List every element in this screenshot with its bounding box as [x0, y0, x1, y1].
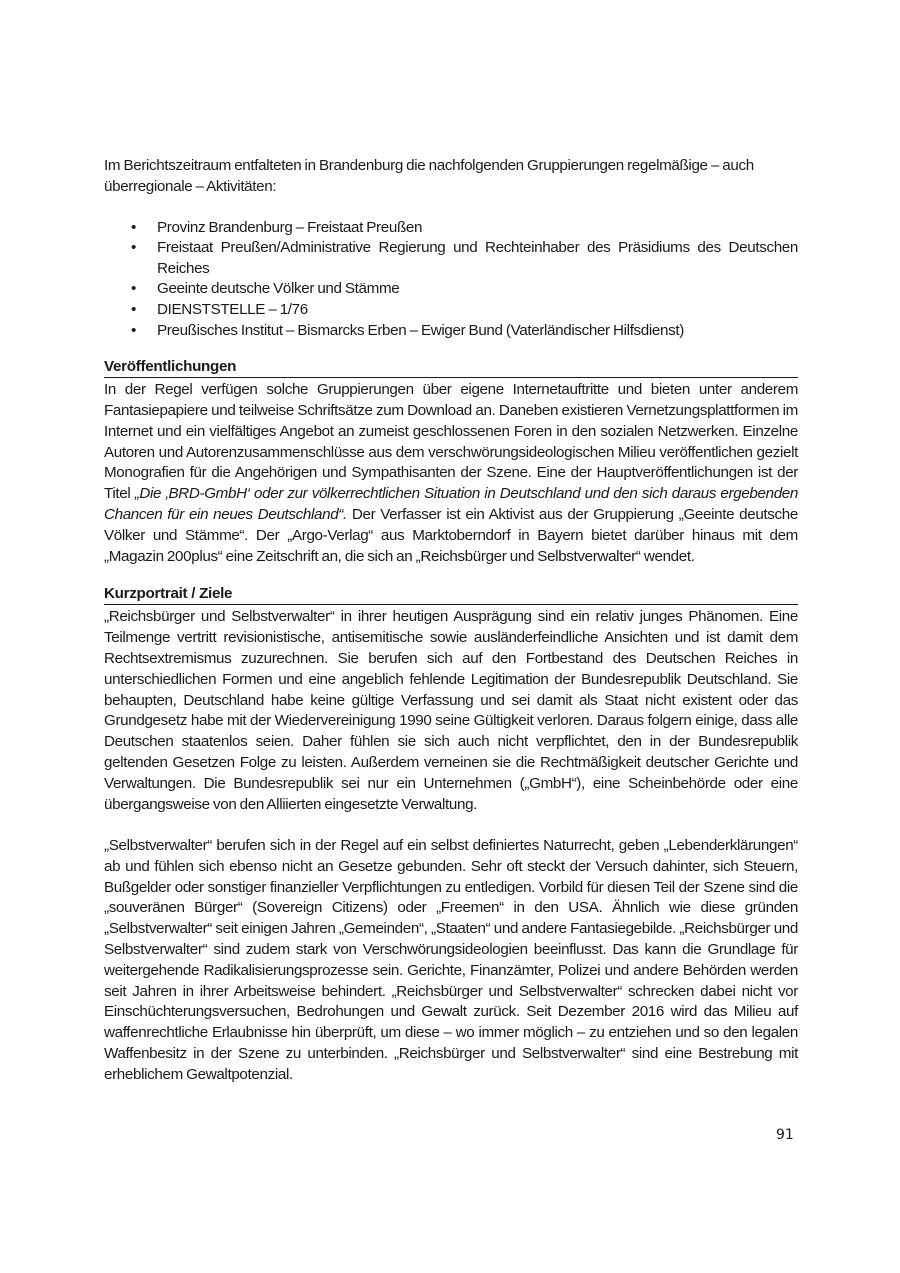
list-item: [104, 279, 798, 300]
list-item-text: DIENSTSTELLE – 1/76: [157, 300, 308, 318]
publications-text-after: Der Verfasser ist ein Aktivist aus der Gruppierung „Geeinte deutsche Völker und Stämme“. Der „Argo-Verlag“ aus Marktoberndorf in Bayern bietet darüber hinaus mit dem „Magazin 200plus“ eine Zeitschrift an, die sich an „Reichsbürger und Selbstverwalter“ wendet.: [104, 505, 798, 565]
list-item: [104, 218, 798, 239]
list-item-text: Provinz Brandenburg – Freistaat Preußen: [157, 218, 423, 236]
section-heading-publications: Veröffentlichungen: [104, 357, 798, 378]
bullet-icon: •: [131, 218, 136, 236]
bullet-icon: •: [131, 300, 136, 318]
section-heading-profile: Kurzportrait / Ziele: [104, 584, 798, 605]
list-item: [104, 238, 798, 279]
bullet-icon: •: [131, 239, 136, 257]
publications-paragraph: [104, 380, 798, 567]
list-item: [104, 300, 798, 321]
group-list: [104, 218, 798, 342]
bullet-icon: •: [131, 321, 136, 339]
intro-paragraph: Im Berichtszeitraum entfalteten in Brandenburg die nachfolgenden Gruppierungen regelmäßige – auch überregionale – Aktivitäten:: [104, 157, 754, 195]
profile-paragraph-1: „Reichsbürger und Selbstverwalter“ in ihrer heutigen Ausprägung sind ein relativ junges Phänomen. Eine Teilmenge vertritt revisionistische, antisemitische sowie ausländerfeindliche Ansichten und ist damit dem Rechtsextremismus zuzurechnen. Sie berufen sich auf den Fortbestand des Deutschen Reiches in unterschiedlichen Formen und eine angeblich fehlende Legitimation der Bundesrepublik Deutschland. Sie behaupten, Deutschland habe keine gültige Verfassung und sei damit als Staat nicht existent oder das Grundgesetz habe mit der Wiedervereinigung 1990 seine Gültigkeit verloren. Daraus folgern einige, dass alle Deutschen staatenlos seien. Daher fühlen sie sich auch nicht verpflichtet, den in der Bundesrepublik geltenden Gesetzen Folge zu leisten. Außerdem verneinen sie die Rechtmäßigkeit deutscher Gerichte und Verwaltungen. Die Bundesrepublik sei nur ein Unternehmen („GmbH“), eine Scheinbehörde oder eine übergangsweise von den Alliierten eingesetzte Verwaltung.: [104, 608, 798, 813]
profile-paragraph-2: „Selbstverwalter“ berufen sich in der Regel auf ein selbst definiertes Naturrecht, geben „Lebenderklärungen“ ab und fühlen sich ebenso nicht an Gesetze gebunden. Sehr oft steckt der Versuch dahinter, sich Steuern, Bußgelder oder sonstiger finanzieller Verpflichtungen zu entledigen. Vorbild für diesen Teil der Szene sind die „souveränen Bürger“ (Sovereign Citizens) oder „Freemen“ in den USA. Ähnlich wie diese gründen „Selbstverwalter“ seit einigen Jahren „Gemeinden“, „Staaten“ und andere Fantasiegebilde. „Reichsbürger und Selbstverwalter“ sind zudem stark von Verschwörungsideologien beeinflusst. Das kann die Grundlage für weitergehende Radikalisierungsprozesse sein. Gerichte, Finanzämter, Polizei und andere Behörden werden seit Jahren in ihrer Arbeitsweise behindert. „Reichsbürger und Selbstverwalter“ schrecken dabei nicht vor Einschüchterungsversuchen, Bedrohungen und Gewalt zurück. Seit Dezember 2016 wird das Milieu auf waffenrechtliche Erlaubnisse hin überprüft, um diese – wo immer möglich – zu entziehen und so den legalen Waffenbesitz in der Szene zu unterbinden. „Reichsbürger und Selbstverwalter“ sind eine Bestrebung mit erheblichem Gewaltpotenzial.: [104, 837, 798, 1083]
publication-title: „Die ‚BRD-GmbH‘ oder zur völkerrechtlichen Situation in Deutschland und den sich daraus ergebenden Chancen für ein neues Deutschland“.: [104, 485, 798, 523]
bullet-icon: •: [131, 280, 136, 298]
list-item-text: Freistaat Preußen/Administrative Regierung und Rechteinhaber des Präsidiums des Deutschen Reiches: [157, 239, 798, 277]
list-item-text: Geeinte deutsche Völker und Stämme: [157, 280, 400, 298]
list-item-text: Preußisches Institut – Bismarcks Erben – Ewiger Bund (Vaterländischer Hilfsdienst): [157, 321, 684, 339]
list-item: [104, 321, 798, 342]
page-number: 91: [776, 1127, 794, 1143]
publications-text-before: In der Regel verfügen solche Gruppierungen über eigene Internetauftritte und bieten unter anderem Fantasiepapiere und teilweise Schriftsätze zum Download an. Daneben existieren Vernetzungsplattformen im Internet und ein vielfältiges Angebot an zumeist geschlossenen Foren in den sozialen Netzwerken. Einzelne Autoren und Autorenzusammenschlüsse aus dem verschwörungsideologischen Milieu veröffentlichen gezielt Monografien für die Angehörigen und Sympathisanten der Szene. Eine der Hauptveröffentlichungen ist der Titel: [104, 381, 798, 503]
document-body: [104, 156, 798, 1086]
